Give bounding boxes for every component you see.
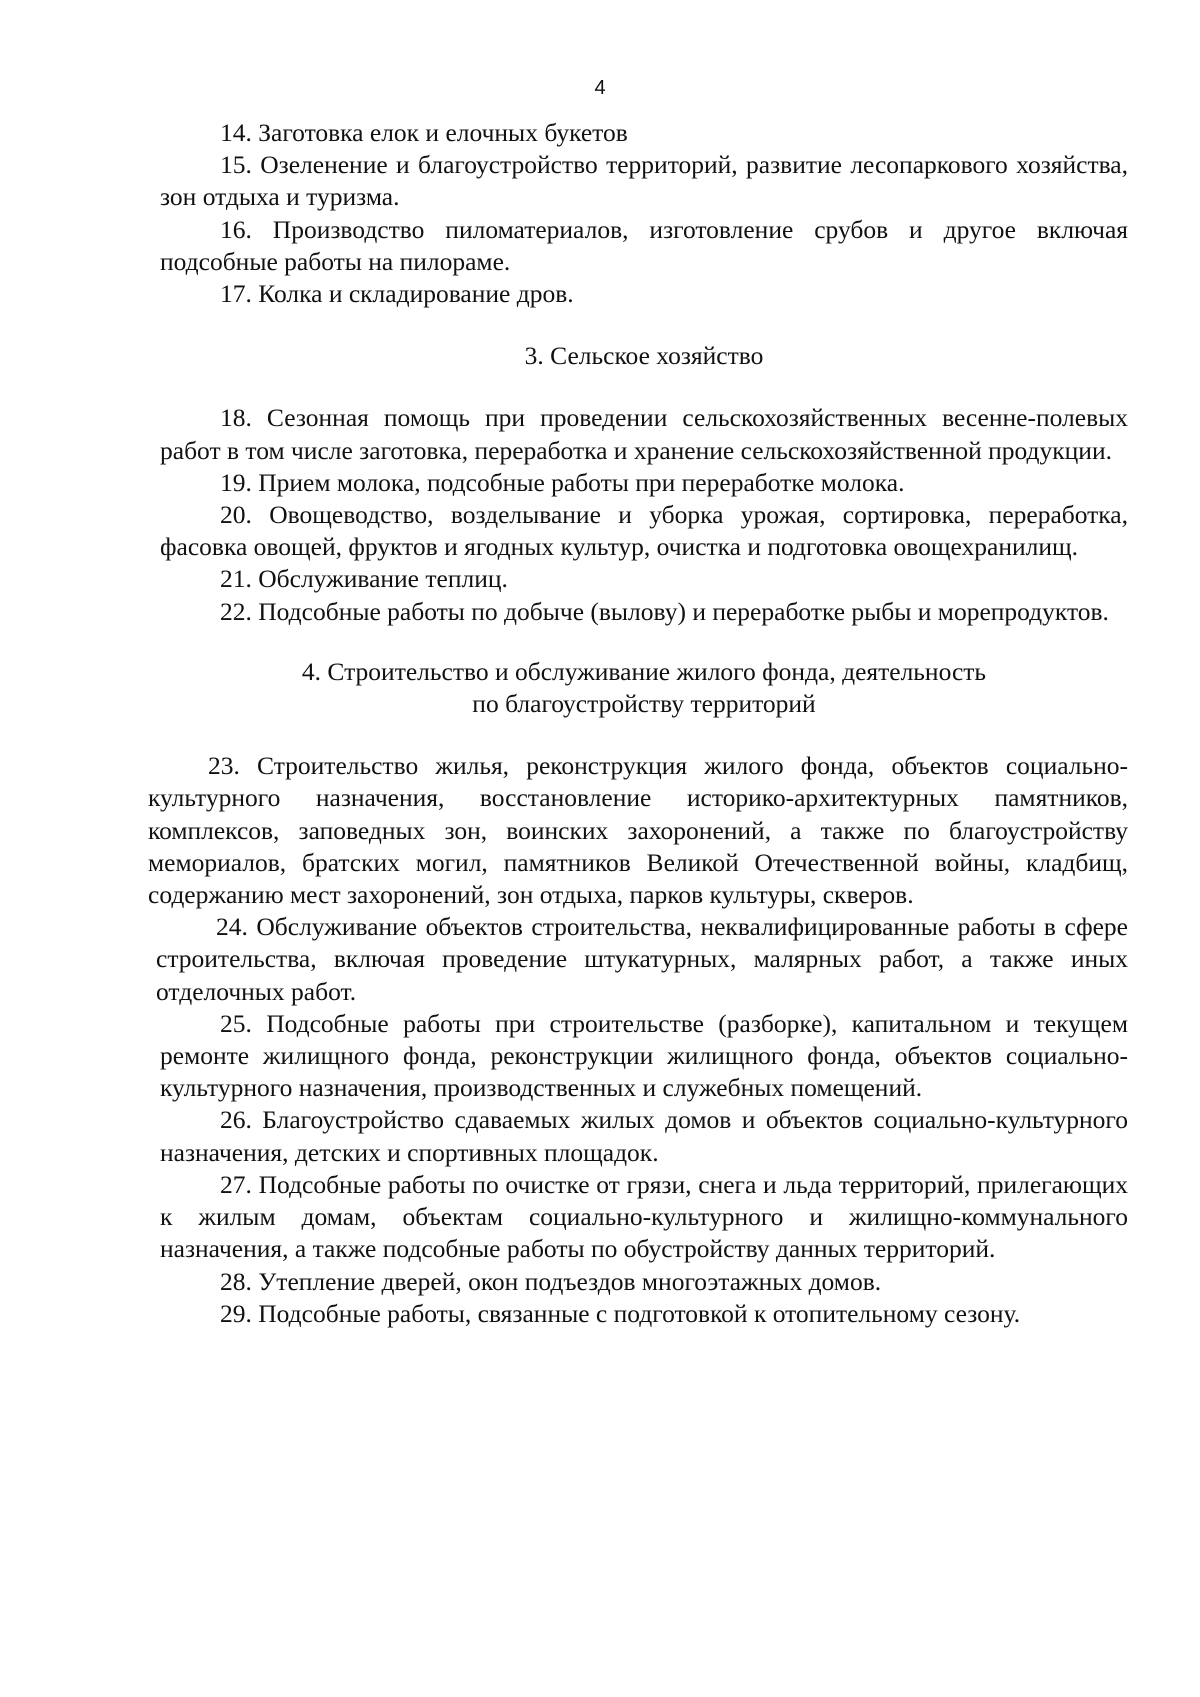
list-item-17: 17. Колка и складирование дров. bbox=[220, 279, 574, 309]
list-item-24: 24. Обслуживание объектов строительства, неквалифицированные работы в сфере строительства, включая проведение штукатурных, малярных работ, а также иных отделочных работ. bbox=[156, 912, 1128, 1006]
list-item-28: 28. Утепление дверей, окон подъездов многоэтажных домов. bbox=[220, 1266, 882, 1296]
page-number: 4 bbox=[594, 77, 606, 99]
list-item-15: 15. Озеленение и благоустройство территорий, развитие лесопаркового хозяйства, зон отдыха и туризма. bbox=[160, 150, 1128, 212]
list-item-27: 27. Подсобные работы по очистке от грязи, снега и льда территорий, прилегающих к жилым домам, объектам социально-культурного и жилищно-коммунального назначения, а также подсобные работы по обустройству данных территорий. bbox=[160, 1169, 1128, 1264]
list-item-23: 23. Строительство жилья, реконструкция жилого фонда, объектов социально-культурного назначения, восстановление историко-архитектурных памятников, комплексов, заповедных зон, воинских захоронений, а также по благоустройству мемориалов, братских могил, памятников Великой Отечественной войны, кладбищ, содержанию мест захоронений, зон отдыха, парков культуры, скверов. bbox=[148, 751, 1128, 910]
list-item-25: 25. Подсобные работы при строительстве (разборке), капитальном и текущем ремонте жилищного фонда, реконструкции жилищного фонда, объектов социально-культурного назначения, производственных и служебных помещений. bbox=[160, 1008, 1128, 1103]
section-heading-line: 3. Сельское хозяйство bbox=[524, 341, 764, 371]
section-heading-construction bbox=[160, 656, 1128, 720]
list-item-14: 14. Заготовка елок и елочных букетов bbox=[220, 118, 628, 147]
list-item-22: 22. Подсобные работы по добыче (вылову) и переработке рыбы и морепродуктов. bbox=[220, 596, 1109, 626]
section-heading-agriculture bbox=[160, 340, 1128, 372]
section-heading-line: по благоустройству территорий bbox=[472, 689, 816, 719]
list-item-26: 26. Благоустройство сдаваемых жилых домов и объектов социально-культурного назначения, детских и спортивных площадок. bbox=[160, 1105, 1128, 1167]
list-item-20: 20. Овощеводство, возделывание и уборка урожая, сортировка, переработка, фасовка овощей, фруктов и ягодных культур, очистка и подготовка овощехранилищ. bbox=[160, 500, 1128, 562]
list-item-18: 18. Сезонная помощь при проведении сельскохозяйственных весенне-полевых работ в том числе заготовка, переработка и хранение сельскохозяйственной продукции. bbox=[160, 403, 1128, 465]
section-heading-line: 4. Строительство и обслуживание жилого фонда, деятельность bbox=[301, 656, 987, 686]
list-item-21: 21. Обслуживание теплиц. bbox=[220, 564, 508, 594]
list-item-19: 19. Прием молока, подсобные работы при переработке молока. bbox=[220, 467, 905, 497]
page-body bbox=[148, 117, 1128, 1330]
list-item-29: 29. Подсобные работы, связанные с подготовкой к отопительному сезону. bbox=[220, 1298, 1021, 1328]
list-item-16: 16. Производство пиломатериалов, изготовление срубов и другое включая подсобные работы на пилораме. bbox=[160, 214, 1128, 276]
